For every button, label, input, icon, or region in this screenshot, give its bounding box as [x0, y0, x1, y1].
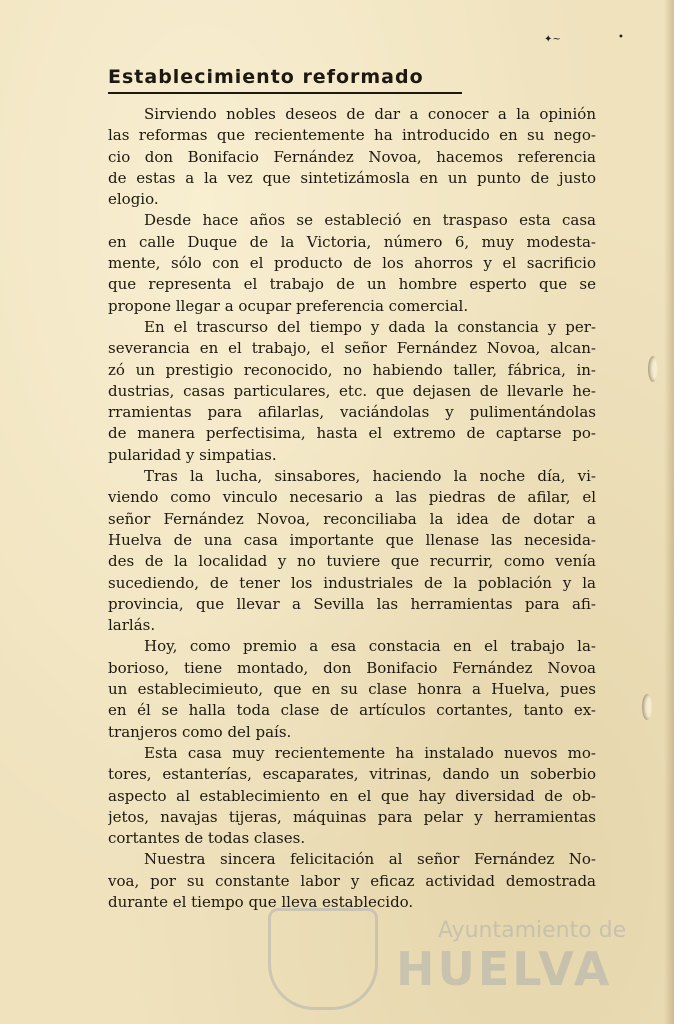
- text-line: zó un prestigio reconocido, no habiendo taller, fábrica, in-: [108, 360, 596, 379]
- ink-mark: •: [618, 32, 624, 43]
- coat-of-arms-icon: [268, 908, 378, 1010]
- paragraph: [108, 210, 596, 316]
- text-line: de manera perfectisima, hasta el extremo de captarse po-: [108, 424, 596, 443]
- watermark-top-text: Ayuntamiento de: [438, 918, 627, 943]
- text-line: aspecto al establecimiento en el que hay diversidad de ob-: [108, 786, 596, 805]
- text-line: un establecimieuto, que en su clase honra a Huelva, pues: [108, 680, 596, 699]
- text-line: que representa el trabajo de un hombre esperto que se: [108, 275, 596, 294]
- text-line: Hoy, como premio a esa constacia en el trabajo la-: [144, 637, 596, 656]
- text-line: En el trascurso del tiempo y dada la constancia y per-: [144, 317, 596, 336]
- ink-mark: ✦~: [544, 34, 561, 45]
- text-line: dustrias, casas particulares, etc. que dejasen de llevarle he-: [108, 381, 596, 400]
- archive-watermark: [268, 900, 627, 1010]
- binding-hole: [648, 356, 658, 382]
- text-line: mente, sólo con el producto de los ahorros y el sacrificio: [108, 254, 596, 273]
- text-line: Huelva de una casa importante que llenase las necesida-: [108, 530, 596, 549]
- text-line: elogio.: [108, 190, 159, 209]
- text-line: voa, por su constante labor y eficaz actividad demostrada: [108, 871, 596, 890]
- text-line: de estas a la vez que sintetizámosla en un punto de justo: [108, 168, 596, 187]
- text-line: tranjeros como del país.: [108, 722, 292, 741]
- paragraph: [108, 104, 596, 210]
- paragraph: [108, 466, 596, 636]
- text-line: en calle Duque de la Victoria, número 6, muy modesta-: [108, 232, 596, 251]
- text-line: borioso, tiene montado, don Bonifacio Fernández Novoa: [108, 658, 596, 677]
- binding-hole: [642, 694, 652, 720]
- text-line: tores, estanterías, escaparates, vitrinas, dando un soberbio: [108, 765, 596, 784]
- paragraph: [108, 317, 596, 466]
- text-line: cio don Bonifacio Fernández Novoa, hacemos referencia: [108, 147, 596, 166]
- article-title: Establecimiento reformado: [108, 64, 462, 94]
- text-line: Desde hace años se estableció en traspaso esta casa: [144, 211, 596, 230]
- text-line: des de la localidad y no tuviere que recurrir, como venía: [108, 552, 596, 571]
- text-line: Sirviendo nobles deseos de dar a conocer a la opinión: [144, 105, 596, 123]
- text-line: durante el tiempo que lleva establecido.: [108, 892, 414, 911]
- page-edge: [664, 0, 674, 1024]
- text-line: Tras la lucha, sinsabores, haciendo la noche día, vi-: [144, 467, 596, 486]
- text-line: Nuestra sincera felicitación al señor Fernández No-: [144, 850, 596, 869]
- text-line: en él se halla toda clase de artículos cortantes, tanto ex-: [108, 701, 596, 720]
- text-line: larlás.: [108, 616, 156, 635]
- text-line: Esta casa muy recientemente ha instalado nuevos mo-: [144, 743, 596, 762]
- text-line: rramientas para afilarlas, vaciándolas y pulimentándolas: [108, 403, 596, 422]
- text-line: las reformas que recientemente ha introducido en su nego-: [108, 126, 596, 145]
- text-line: jetos, navajas tijeras, máquinas para pelar y herramientas: [108, 807, 596, 826]
- text-line: viendo como vinculo necesario a las piedras de afilar, el: [108, 488, 596, 507]
- article-body: [108, 104, 596, 913]
- text-line: severancia en el trabajo, el señor Fernández Novoa, alcan-: [108, 339, 596, 358]
- text-line: cortantes de todas clases.: [108, 829, 306, 848]
- text-line: provincia, que llevar a Sevilla las herramientas para afi-: [108, 594, 596, 613]
- text-line: señor Fernández Novoa, reconciliaba la idea de dotar a: [108, 509, 596, 528]
- paragraph: [108, 636, 596, 742]
- text-line: pularidad y simpatias.: [108, 445, 277, 464]
- paragraph: [108, 743, 596, 849]
- text-line: propone llegar a ocupar preferencia comercial.: [108, 296, 469, 315]
- watermark-main-text: HUELVA: [396, 942, 613, 996]
- text-line: sucediendo, de tener los industriales de la población y la: [108, 573, 596, 592]
